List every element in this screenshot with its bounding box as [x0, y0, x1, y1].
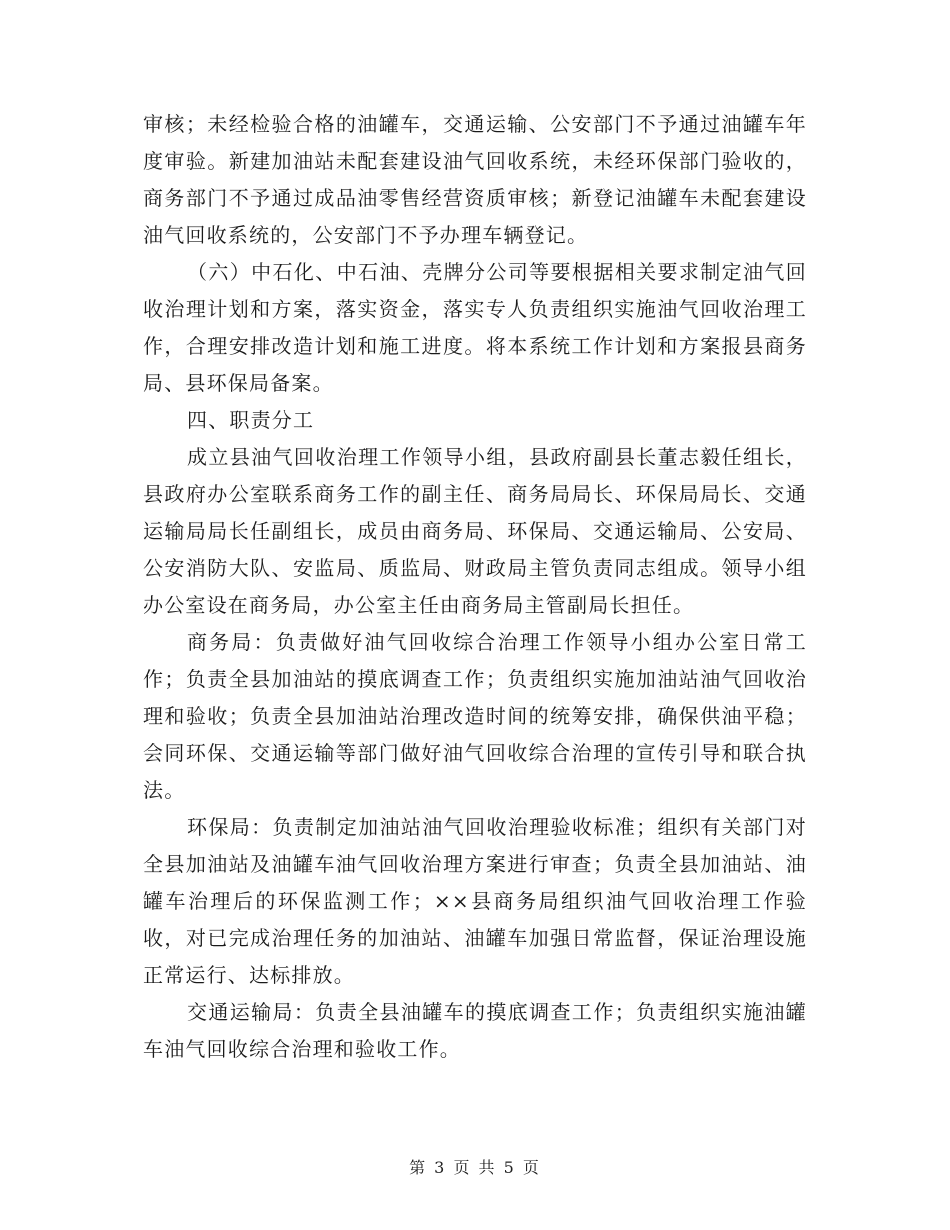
paragraph-approval-continuation: 审核；未经检验合格的油罐车，交通运输、公安部门不予通过油罐车年度审验。新建加油站未配套建设油气回收系统，未经环保部门验收的，商务部门不予通过成品油零售经营资质审核；新登记油罐车未配套建设油气回收系统的，公安部门不予办理车辆登记。: [143, 112, 807, 247]
paragraph-six-oil-companies: （六）中石化、中石油、壳牌分公司等要根据相关要求制定油气回收治理计划和方案，落实资金，落实专人负责组织实施油气回收治理工作，合理安排改造计划和施工进度。将本系统工作计划和方案报县商务局、县环保局备案。: [143, 260, 807, 395]
page-number-footer: 第 3 页 共 5 页: [409, 1158, 541, 1177]
paragraph-leadership-group: 成立县油气回收治理工作领导小组，县政府副县长董志毅任组长，县政府办公室联系商务工作的副主任、商务局局长、环保局局长、交通运输局局长任副组长，成员由商务局、环保局、交通运输局、公安局、公安消防大队、安监局、质监局、财政局主管负责同志组成。领导小组办公室设在商务局，办公室主任由商务局主管副局长担任。: [143, 445, 807, 617]
section-heading-responsibilities: 四、职责分工: [187, 408, 315, 432]
paragraph-commerce-bureau: 商务局：负责做好油气回收综合治理工作领导小组办公室日常工作；负责全县加油站的摸底调查工作；负责组织实施加油站油气回收治理和验收；负责全县加油站治理改造时间的统筹安排，确保供油平稳；会同环保、交通运输等部门做好油气回收综合治理的宣传引导和联合执法。: [143, 630, 807, 802]
paragraph-transport-bureau: 交通运输局：负责全县油罐车的摸底调查工作；负责组织实施油罐车油气回收综合治理和验收工作。: [143, 1000, 807, 1061]
paragraph-environment-bureau: 环保局：负责制定加油站油气回收治理验收标准；组织有关部门对全县加油站及油罐车油气回收治理方案进行审查；负责全县加油站、油罐车治理后的环保监测工作；××县商务局组织油气回收治理工作验收，对已完成治理任务的加油站、油罐车加强日常监督，保证治理设施正常运行、达标排放。: [143, 815, 807, 987]
document-page: [143, 106, 807, 1068]
